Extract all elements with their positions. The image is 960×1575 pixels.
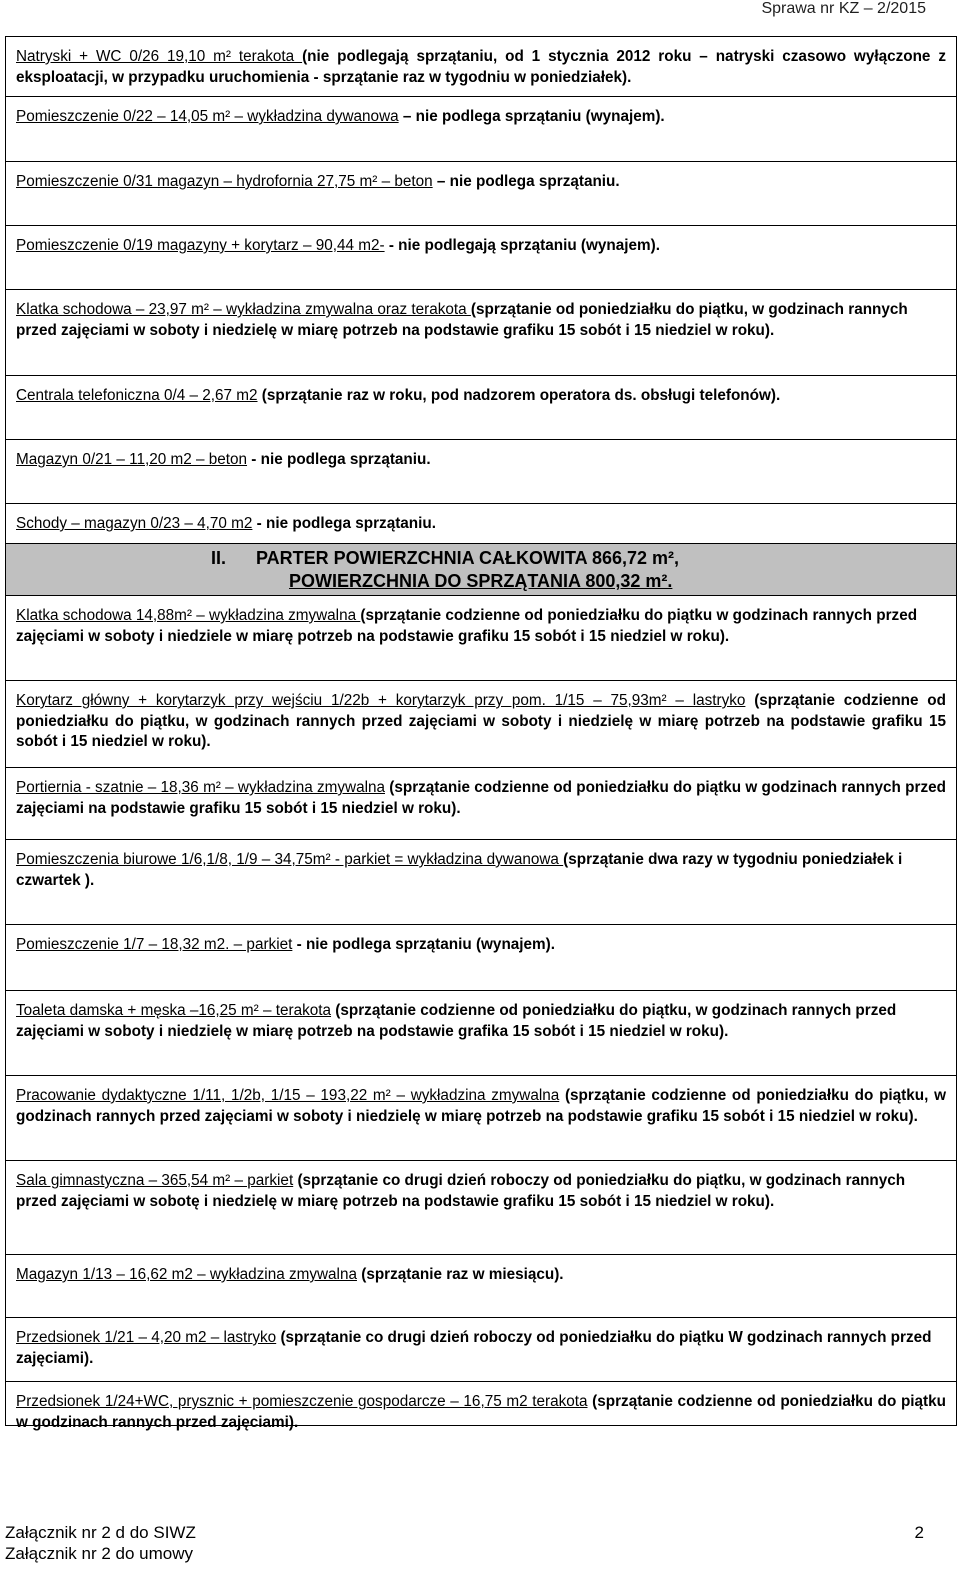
cleaning-note: - nie podlega sprzątaniu. bbox=[252, 515, 436, 532]
room-description: Przedsionek 1/21 – 4,20 m2 – lastryko bbox=[16, 1329, 277, 1346]
room-description: Pomieszczenie 0/19 magazyny + korytarz – 90,44 m2- bbox=[16, 237, 385, 254]
room-entry bbox=[6, 37, 956, 97]
room-entry bbox=[6, 290, 956, 376]
cleaning-note: (nie podlegają sprzątaniu, od 1 stycznia 2012 roku – natryski czasowo wyłączone z eksploatacji, w przypadku uruchomienia - sprzątanie raz w tygodniu w poniedziałek). bbox=[16, 48, 946, 86]
room-description: Klatka schodowa 14,88m² – wykładzina zmywalna bbox=[16, 607, 361, 624]
cleaning-note: (sprzątanie codzienne od poniedziałku do piątku w godzinach rannych przed zajęciami w soboty i niedziele w miarę potrzeb na podstawie grafiku 15 sobót i 15 niedziel w roku). bbox=[16, 607, 918, 645]
cleaning-note: (sprzątanie codzienne od poniedziałku do piątku w godzinach rannych przed zajęciami na podstawie grafiku 15 sobót i 15 niedziel w roku). bbox=[16, 779, 946, 817]
room-description: Magazyn 0/21 – 11,20 m2 – beton bbox=[16, 451, 248, 468]
room-entry bbox=[6, 768, 956, 840]
room-description: Centrala telefoniczna 0/4 – 2,67 m2 bbox=[16, 387, 258, 404]
section-header bbox=[6, 544, 956, 596]
room-entry bbox=[6, 376, 956, 440]
room-description: Natryski + WC 0/26 19,10 m² terakota bbox=[16, 48, 303, 65]
room-entry bbox=[6, 681, 956, 768]
room-description: Pracowanie dydaktyczne 1/11, 1/2b, 1/15 – 193,22 m² – wykładzina zmywalna bbox=[16, 1087, 560, 1104]
room-description: Pomieszczenie 1/7 – 18,32 m2. – parkiet bbox=[16, 936, 293, 953]
cleaning-note: – nie podlega sprzątaniu. bbox=[432, 173, 620, 190]
page-number: 2 bbox=[914, 1523, 924, 1542]
cleaning-note: – nie podlega sprzątaniu (wynajem). bbox=[398, 108, 665, 125]
room-entry bbox=[6, 1161, 956, 1255]
room-description: Przedsionek 1/24+WC, prysznic + pomieszczenie gospodarcze – 16,75 m2 terakota bbox=[16, 1393, 588, 1410]
cleaning-note: (sprzątanie od poniedziałku do piątku, w godzinach rannych przed zajęciami w soboty i niedzielę w miarę potrzeb na podstawie grafiku 15 sobót i 15 niedziel w roku). bbox=[16, 301, 908, 339]
case-number: Sprawa nr KZ – 2/2015 bbox=[761, 0, 926, 17]
footer-attachment bbox=[5, 1522, 196, 1564]
room-entry bbox=[6, 1382, 956, 1431]
room-entry bbox=[6, 97, 956, 162]
rooms-table bbox=[5, 36, 957, 1431]
footer-line1: Załącznik nr 2 d do SIWZ bbox=[5, 1523, 196, 1542]
room-entry bbox=[6, 162, 956, 226]
cleaning-note: - nie podlega sprzątaniu. bbox=[247, 451, 431, 468]
cleaning-note: (sprzątanie codzienne od poniedziałku do piątku, w godzinach rannych przed zajęciami w soboty i niedzielę w miarę potrzeb na podstawie grafika 15 sobót i 15 niedziel w roku). bbox=[16, 1002, 897, 1040]
room-description: Schody – magazyn 0/23 – 4,70 m2 bbox=[16, 515, 253, 532]
room-description: Toaleta damska + męska –16,25 m² – terakota bbox=[16, 1002, 332, 1019]
room-entry bbox=[6, 440, 956, 504]
cleaning-note: (sprzątanie raz w miesiącu). bbox=[356, 1266, 564, 1283]
cleaning-note: - nie podlega sprzątaniu (wynajem). bbox=[292, 936, 555, 953]
cleaning-note: (sprzątanie codzienne od poniedziałku do piątku, w godzinach rannych przed zajęciami w soboty i niedzielę w miarę potrzeb na podstawie grafiku 15 sobót i 15 niedziel w roku). bbox=[16, 692, 946, 751]
section-title-line2: POWIERZCHNIA DO SPRZĄTANIA 800,32 m². bbox=[289, 571, 673, 591]
section-title-line1: PARTER POWIERZCHNIA CAŁKOWITA 866,72 m², bbox=[256, 548, 680, 568]
room-description: Sala gimnastyczna – 365,54 m² – parkiet bbox=[16, 1172, 294, 1189]
room-entry bbox=[6, 1318, 956, 1382]
cleaning-note: (sprzątanie raz w roku, pod nadzorem operatora ds. obsługi telefonów). bbox=[257, 387, 781, 404]
room-description: Portiernia - szatnie – 18,36 m² – wykładzina zmywalna bbox=[16, 779, 385, 796]
room-entry bbox=[6, 840, 956, 925]
room-description: Pomieszczenie 0/22 – 14,05 m² – wykładzina dywanowa bbox=[16, 108, 399, 125]
room-description: Pomieszczenia biurowe 1/6,1/8, 1/9 – 34,75m² - parkiet = wykładzina dywanowa bbox=[16, 851, 564, 868]
room-description: Magazyn 1/13 – 16,62 m2 – wykładzina zmywalna bbox=[16, 1266, 357, 1283]
cleaning-note: (sprzątanie codzienne od poniedziałku do piątku w godzinach rannych przed zajęciami). bbox=[16, 1393, 946, 1431]
room-entry bbox=[6, 1255, 956, 1318]
section-number: II. bbox=[211, 548, 227, 568]
cleaning-note: (sprzątanie co drugi dzień roboczy od poniedziałku do piątku W godzinach rannych przed zajęciami). bbox=[16, 1329, 932, 1367]
room-entry bbox=[6, 1076, 956, 1161]
room-entry bbox=[6, 925, 956, 991]
cleaning-note: (sprzątanie codzienne od poniedziałku do piątku, w godzinach rannych przed zajęciami w soboty i niedzielę w miarę potrzeb na podstawie grafiku 15 sobót i 15 niedziel w roku). bbox=[16, 1087, 946, 1125]
room-entry bbox=[6, 991, 956, 1076]
room-entry bbox=[6, 226, 956, 290]
room-description: Korytarz główny + korytarzyk przy wejściu 1/22b + korytarzyk przy pom. 1/15 – 75,93m² – lastryko bbox=[16, 692, 746, 709]
footer-line2: Załącznik nr 2 do umowy bbox=[5, 1544, 194, 1563]
cleaning-note: (sprzątanie dwa razy w tygodniu poniedziałek i czwartek ). bbox=[16, 851, 903, 889]
room-entry bbox=[6, 596, 956, 681]
cleaning-note: (sprzątanie co drugi dzień roboczy od poniedziałku do piątku, w godzinach rannych przed zajęciami w sobotę i niedzielę w miarę potrzeb na podstawie grafiku 15 sobót i 15 niedziel w roku). bbox=[16, 1172, 906, 1210]
room-description: Klatka schodowa – 23,97 m² – wykładzina zmywalna oraz terakota bbox=[16, 301, 471, 318]
room-entry bbox=[6, 504, 956, 544]
room-description: Pomieszczenie 0/31 magazyn – hydrofornia 27,75 m² – beton bbox=[16, 173, 433, 190]
cleaning-note: - nie podlegają sprzątaniu (wynajem). bbox=[384, 237, 660, 254]
